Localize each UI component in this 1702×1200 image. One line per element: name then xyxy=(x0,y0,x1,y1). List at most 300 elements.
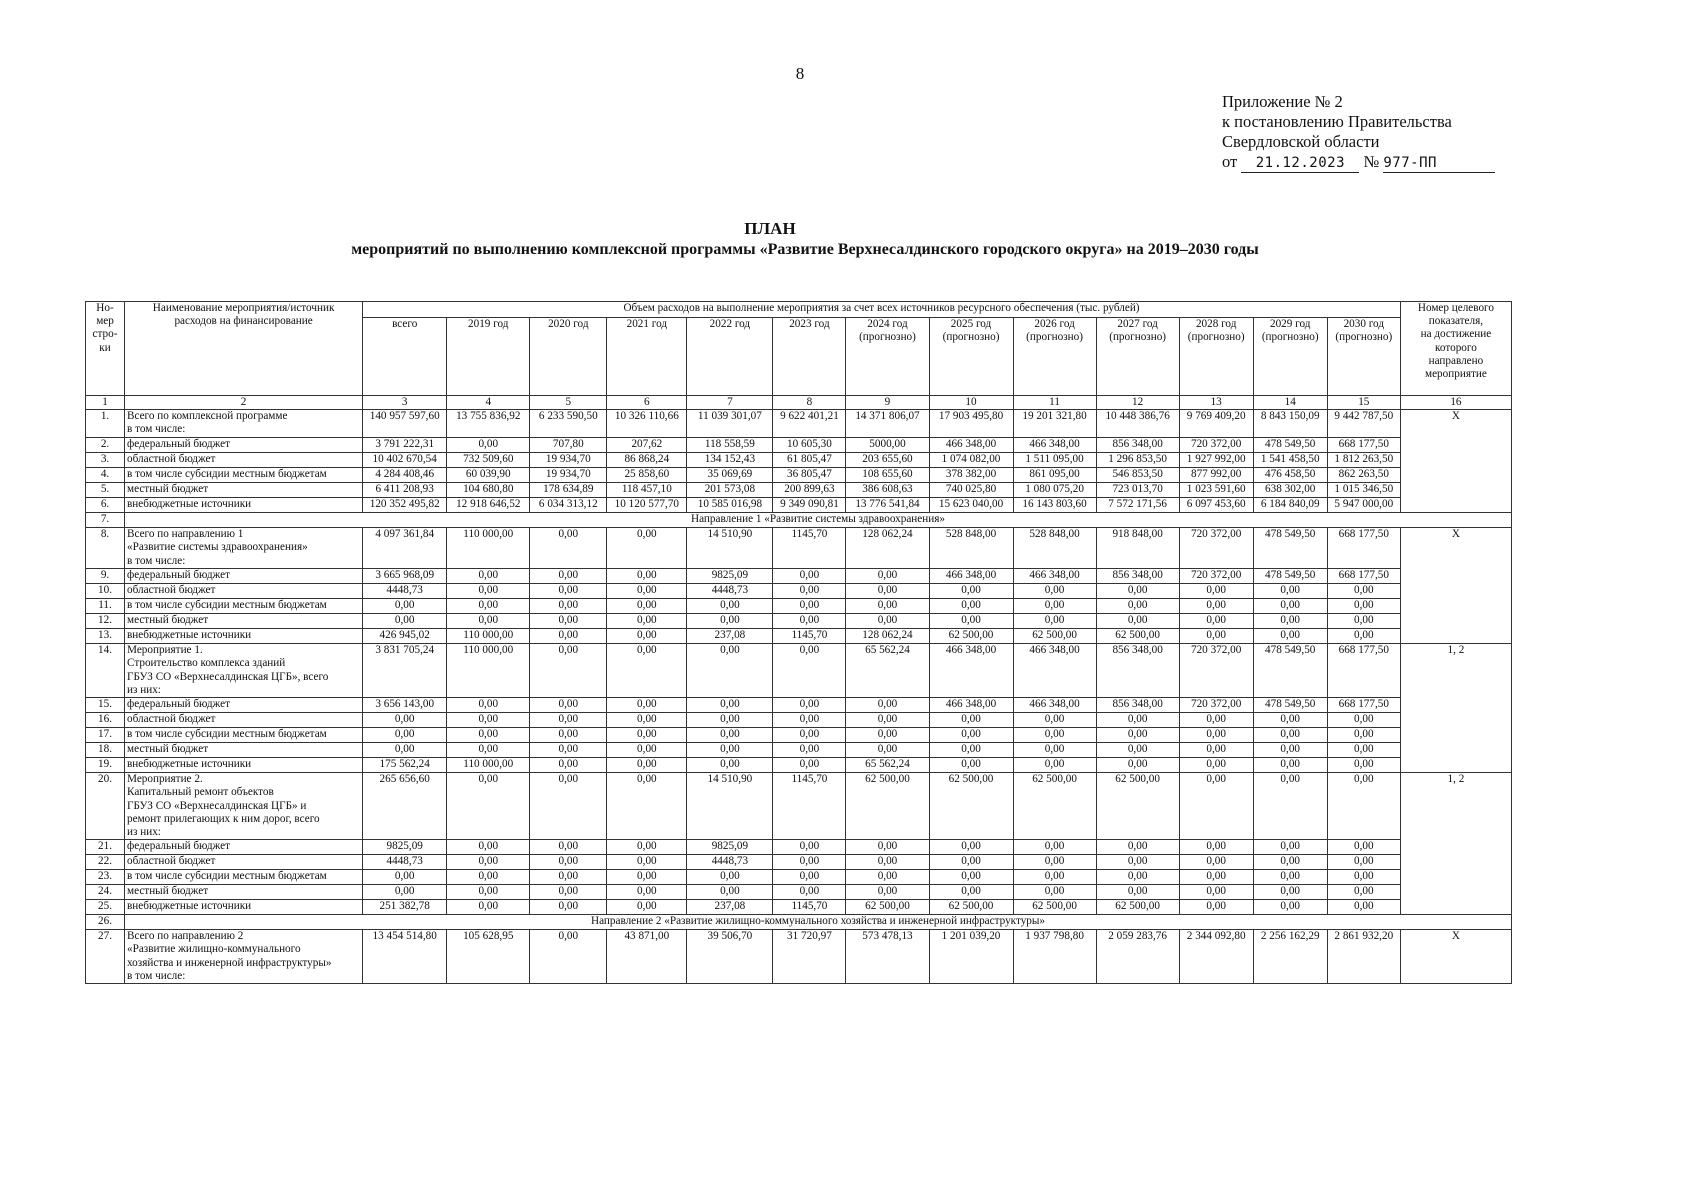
row-value: 0,00 xyxy=(773,870,846,885)
header-year: 2023 год xyxy=(773,318,846,396)
target-indicator: X xyxy=(1400,410,1511,513)
row-value: 861 095,00 xyxy=(1013,468,1096,483)
row-value: 0,00 xyxy=(1013,728,1096,743)
row-number: 7. xyxy=(86,513,125,528)
header-year: 2030 год (прогнозно) xyxy=(1327,318,1400,396)
row-value: 0,00 xyxy=(1013,713,1096,728)
table-row xyxy=(86,870,1512,885)
row-value: 546 853,50 xyxy=(1096,468,1179,483)
row-value: 0,00 xyxy=(1096,855,1179,870)
row-value: 1 080 075,20 xyxy=(1013,483,1096,498)
row-value: 0,00 xyxy=(607,855,687,870)
row-value: 0,00 xyxy=(363,614,447,629)
row-value: 237,08 xyxy=(687,629,773,644)
row-value: 0,00 xyxy=(530,528,607,569)
row-value: 0,00 xyxy=(773,698,846,713)
row-value: 1 296 853,50 xyxy=(1096,453,1179,468)
row-value: 0,00 xyxy=(1253,870,1327,885)
table-row xyxy=(86,743,1512,758)
row-value: 14 510,90 xyxy=(687,773,773,840)
row-value: 0,00 xyxy=(929,614,1013,629)
row-value: 0,00 xyxy=(363,713,447,728)
header-name: Наименование мероприятия/источник расходов на финансирование xyxy=(125,302,363,396)
row-value: 0,00 xyxy=(1253,713,1327,728)
row-value: 0,00 xyxy=(1253,900,1327,915)
row-value: 110 000,00 xyxy=(447,528,530,569)
header-target: Номер целевого показателя, на достижение которого направлено мероприятие xyxy=(1400,302,1511,396)
row-value: 0,00 xyxy=(1179,900,1253,915)
row-value: 0,00 xyxy=(846,855,929,870)
row-value: 9825,09 xyxy=(363,840,447,855)
table-body xyxy=(86,410,1512,984)
row-value: 178 634,89 xyxy=(530,483,607,498)
header-year: 2019 год xyxy=(447,318,530,396)
row-value: 7 572 171,56 xyxy=(1096,498,1179,513)
row-value: 0,00 xyxy=(1179,614,1253,629)
row-value: 11 039 301,07 xyxy=(687,410,773,438)
table-row xyxy=(86,584,1512,599)
row-value: 856 348,00 xyxy=(1096,644,1179,698)
row-value: 0,00 xyxy=(1013,885,1096,900)
decree-date: 21.12.2023 xyxy=(1241,155,1359,173)
row-value: 668 177,50 xyxy=(1327,438,1400,453)
row-value: 65 562,24 xyxy=(846,644,929,698)
table-row xyxy=(86,498,1512,513)
row-value: 62 500,00 xyxy=(929,629,1013,644)
row-value: 0,00 xyxy=(1327,758,1400,773)
row-value: 0,00 xyxy=(846,885,929,900)
row-name: областной бюджет xyxy=(125,855,363,870)
row-value: 2 861 932,20 xyxy=(1327,930,1400,984)
row-name: Всего по комплексной программе в том числе: xyxy=(125,410,363,438)
table-row xyxy=(86,528,1512,569)
row-value: 25 858,60 xyxy=(607,468,687,483)
row-value: 8 843 150,09 xyxy=(1253,410,1327,438)
row-value: 856 348,00 xyxy=(1096,438,1179,453)
row-value: 0,00 xyxy=(929,584,1013,599)
number-prefix: № xyxy=(1363,152,1380,171)
row-value: 0,00 xyxy=(929,758,1013,773)
row-number: 16. xyxy=(86,713,125,728)
table-row xyxy=(86,773,1512,840)
row-value: 720 372,00 xyxy=(1179,438,1253,453)
row-value: 13 776 541,84 xyxy=(846,498,929,513)
row-name: местный бюджет xyxy=(125,885,363,900)
row-value: 0,00 xyxy=(607,584,687,599)
row-value: 9825,09 xyxy=(687,840,773,855)
row-value: 466 348,00 xyxy=(1013,569,1096,584)
row-value: 862 263,50 xyxy=(1327,468,1400,483)
row-value: 0,00 xyxy=(1179,758,1253,773)
row-value: 10 326 110,66 xyxy=(607,410,687,438)
row-number: 10. xyxy=(86,584,125,599)
row-value: 36 805,47 xyxy=(773,468,846,483)
row-name: в том числе субсидии местным бюджетам xyxy=(125,599,363,614)
row-value: 0,00 xyxy=(773,569,846,584)
row-value: 6 034 313,12 xyxy=(530,498,607,513)
row-value: 6 097 453,60 xyxy=(1179,498,1253,513)
document-subtitle: мероприятий по выполнению комплексной программы «Развитие Верхнесалдинского городского округа» на 2019–2030 годы xyxy=(351,241,1259,258)
row-value: 466 348,00 xyxy=(929,438,1013,453)
table-row xyxy=(86,614,1512,629)
row-value: 108 655,60 xyxy=(846,468,929,483)
row-value: 0,00 xyxy=(687,644,773,698)
row-value: 0,00 xyxy=(447,599,530,614)
row-value: 740 025,80 xyxy=(929,483,1013,498)
row-number: 6. xyxy=(86,498,125,513)
row-value: 0,00 xyxy=(1013,855,1096,870)
row-value: 0,00 xyxy=(607,569,687,584)
row-value: 0,00 xyxy=(846,840,929,855)
row-number: 12. xyxy=(86,614,125,629)
row-value: 62 500,00 xyxy=(1096,773,1179,840)
row-value: 0,00 xyxy=(530,713,607,728)
row-value: 134 152,43 xyxy=(687,453,773,468)
row-number: 8. xyxy=(86,528,125,569)
row-value: 15 623 040,00 xyxy=(929,498,1013,513)
row-value: 0,00 xyxy=(447,713,530,728)
row-value: 0,00 xyxy=(1179,855,1253,870)
table-row xyxy=(86,728,1512,743)
row-value: 128 062,24 xyxy=(846,629,929,644)
row-value: 110 000,00 xyxy=(447,629,530,644)
row-value: 1145,70 xyxy=(773,528,846,569)
row-name: Мероприятие 1. Строительство комплекса зданий ГБУЗ СО «Верхнесалдинская ЦГБ», всего из них: xyxy=(125,644,363,698)
row-number: 3. xyxy=(86,453,125,468)
row-value: 0,00 xyxy=(687,728,773,743)
row-value: 0,00 xyxy=(530,584,607,599)
row-value: 0,00 xyxy=(773,758,846,773)
row-value: 3 665 968,09 xyxy=(363,569,447,584)
row-value: 0,00 xyxy=(773,728,846,743)
row-value: 0,00 xyxy=(1179,629,1253,644)
header-year: 2027 год (прогнозно) xyxy=(1096,318,1179,396)
table-header xyxy=(86,302,1512,410)
row-value: 31 720,97 xyxy=(773,930,846,984)
row-value: 0,00 xyxy=(929,713,1013,728)
row-value: 0,00 xyxy=(1096,840,1179,855)
row-value: 0,00 xyxy=(1013,743,1096,758)
header-year: 2021 год xyxy=(607,318,687,396)
row-value: 0,00 xyxy=(773,885,846,900)
row-value: 14 510,90 xyxy=(687,528,773,569)
row-value: 1 201 039,20 xyxy=(929,930,1013,984)
row-value: 0,00 xyxy=(607,698,687,713)
row-value: 0,00 xyxy=(1327,743,1400,758)
row-value: 478 549,50 xyxy=(1253,698,1327,713)
row-value: 104 680,80 xyxy=(447,483,530,498)
row-name: Мероприятие 2. Капитальный ремонт объектов ГБУЗ СО «Верхнесалдинская ЦГБ» и ремонт прилегающих к ним дорог, всего из них: xyxy=(125,773,363,840)
row-value: 5000,00 xyxy=(846,438,929,453)
header-year: 2026 год (прогнозно) xyxy=(1013,318,1096,396)
row-value: 0,00 xyxy=(1179,713,1253,728)
row-value: 0,00 xyxy=(1179,885,1253,900)
row-value: 466 348,00 xyxy=(929,644,1013,698)
column-number: 6 xyxy=(607,396,687,410)
row-value: 0,00 xyxy=(447,614,530,629)
row-value: 0,00 xyxy=(447,584,530,599)
row-value: 668 177,50 xyxy=(1327,528,1400,569)
header-year: 2020 год xyxy=(530,318,607,396)
row-value: 0,00 xyxy=(773,599,846,614)
header-volume: Объем расходов на выполнение мероприятия за счет всех источников ресурсного обеспечения (тыс. рублей) xyxy=(363,302,1401,318)
row-value: 10 585 016,98 xyxy=(687,498,773,513)
row-value: 0,00 xyxy=(607,870,687,885)
row-value: 0,00 xyxy=(607,728,687,743)
row-value: 110 000,00 xyxy=(447,758,530,773)
row-value: 10 448 386,76 xyxy=(1096,410,1179,438)
row-value: 0,00 xyxy=(530,900,607,915)
row-value: 6 411 208,93 xyxy=(363,483,447,498)
row-number: 20. xyxy=(86,773,125,840)
row-value: 0,00 xyxy=(1253,728,1327,743)
row-value: 0,00 xyxy=(530,728,607,743)
row-value: 0,00 xyxy=(363,743,447,758)
row-value: 0,00 xyxy=(773,644,846,698)
header-year: 2022 год xyxy=(687,318,773,396)
row-value: 0,00 xyxy=(929,870,1013,885)
row-value: 35 069,69 xyxy=(687,468,773,483)
row-value: 528 848,00 xyxy=(929,528,1013,569)
row-value: 62 500,00 xyxy=(1013,900,1096,915)
row-value: 478 549,50 xyxy=(1253,569,1327,584)
row-value: 2 059 283,76 xyxy=(1096,930,1179,984)
row-number: 18. xyxy=(86,743,125,758)
row-value: 0,00 xyxy=(929,599,1013,614)
row-value: 0,00 xyxy=(1179,840,1253,855)
row-value: 0,00 xyxy=(447,855,530,870)
row-value: 668 177,50 xyxy=(1327,698,1400,713)
row-value: 0,00 xyxy=(447,438,530,453)
row-number: 23. xyxy=(86,870,125,885)
row-value: 0,00 xyxy=(1179,773,1253,840)
row-value: 0,00 xyxy=(1096,599,1179,614)
row-name: в том числе субсидии местным бюджетам xyxy=(125,870,363,885)
row-value: 118 457,10 xyxy=(607,483,687,498)
appendix-line-2: к постановлению Правительства xyxy=(1222,112,1452,131)
row-value: 0,00 xyxy=(846,743,929,758)
row-value: 1 074 082,00 xyxy=(929,453,1013,468)
row-number: 4. xyxy=(86,468,125,483)
column-number: 14 xyxy=(1253,396,1327,410)
column-number: 3 xyxy=(363,396,447,410)
row-value: 0,00 xyxy=(687,698,773,713)
row-value: 1145,70 xyxy=(773,900,846,915)
row-value: 0,00 xyxy=(530,698,607,713)
row-value: 105 628,95 xyxy=(447,930,530,984)
row-value: 0,00 xyxy=(530,840,607,855)
appendix-line-3: Свердловской области xyxy=(1222,132,1380,151)
row-name: внебюджетные источники xyxy=(125,900,363,915)
row-name: Всего по направлению 1 «Развитие системы здравоохранения» в том числе: xyxy=(125,528,363,569)
row-value: 720 372,00 xyxy=(1179,698,1253,713)
row-value: 0,00 xyxy=(1013,614,1096,629)
row-value: 466 348,00 xyxy=(1013,438,1096,453)
row-value: 0,00 xyxy=(846,614,929,629)
row-value: 0,00 xyxy=(607,840,687,855)
column-number: 13 xyxy=(1179,396,1253,410)
row-value: 3 656 143,00 xyxy=(363,698,447,713)
row-value: 0,00 xyxy=(607,885,687,900)
row-number: 5. xyxy=(86,483,125,498)
row-value: 175 562,24 xyxy=(363,758,447,773)
row-value: 0,00 xyxy=(1327,900,1400,915)
column-number: 9 xyxy=(846,396,929,410)
table-row xyxy=(86,438,1512,453)
row-value: 0,00 xyxy=(1253,885,1327,900)
row-value: 2 344 092,80 xyxy=(1179,930,1253,984)
row-value: 140 957 597,60 xyxy=(363,410,447,438)
table-row xyxy=(86,453,1512,468)
row-value: 1 015 346,50 xyxy=(1327,483,1400,498)
header-year: 2025 год (прогнозно) xyxy=(929,318,1013,396)
row-value: 720 372,00 xyxy=(1179,528,1253,569)
row-value: 86 868,24 xyxy=(607,453,687,468)
row-value: 0,00 xyxy=(1327,885,1400,900)
row-value: 0,00 xyxy=(846,870,929,885)
row-name: областной бюджет xyxy=(125,453,363,468)
column-number: 5 xyxy=(530,396,607,410)
row-name: областной бюджет xyxy=(125,713,363,728)
row-value: 4 097 361,84 xyxy=(363,528,447,569)
row-value: 0,00 xyxy=(607,713,687,728)
row-name: местный бюджет xyxy=(125,743,363,758)
row-value: 61 805,47 xyxy=(773,453,846,468)
direction-title: Направление 1 «Развитие системы здравоохранения» xyxy=(125,513,1512,528)
header-year: всего xyxy=(363,318,447,396)
row-value: 120 352 495,82 xyxy=(363,498,447,513)
row-value: 0,00 xyxy=(363,728,447,743)
row-value: 0,00 xyxy=(1013,870,1096,885)
row-value: 10 120 577,70 xyxy=(607,498,687,513)
row-value: 0,00 xyxy=(607,599,687,614)
row-number: 27. xyxy=(86,930,125,984)
row-value: 0,00 xyxy=(447,728,530,743)
column-number: 8 xyxy=(773,396,846,410)
appendix-line-1: Приложение № 2 xyxy=(1222,92,1343,111)
row-value: 0,00 xyxy=(363,599,447,614)
appendix-block xyxy=(1222,92,1495,173)
row-value: 0,00 xyxy=(607,758,687,773)
row-value: 0,00 xyxy=(1253,758,1327,773)
target-indicator: X xyxy=(1400,930,1511,984)
page-number: 8 xyxy=(795,64,805,83)
row-value: 0,00 xyxy=(929,728,1013,743)
row-value: 0,00 xyxy=(929,885,1013,900)
row-value: 6 184 840,09 xyxy=(1253,498,1327,513)
row-value: 0,00 xyxy=(530,644,607,698)
row-value: 0,00 xyxy=(1096,728,1179,743)
row-value: 877 992,00 xyxy=(1179,468,1253,483)
row-value: 60 039,90 xyxy=(447,468,530,483)
row-value: 0,00 xyxy=(846,584,929,599)
row-value: 110 000,00 xyxy=(447,644,530,698)
row-value: 638 302,00 xyxy=(1253,483,1327,498)
row-value: 856 348,00 xyxy=(1096,698,1179,713)
row-value: 10 605,30 xyxy=(773,438,846,453)
row-value: 0,00 xyxy=(687,870,773,885)
row-value: 0,00 xyxy=(1327,728,1400,743)
row-value: 1 937 798,80 xyxy=(1013,930,1096,984)
row-number: 26. xyxy=(86,915,125,930)
row-number: 9. xyxy=(86,569,125,584)
row-value: 720 372,00 xyxy=(1179,569,1253,584)
row-value: 0,00 xyxy=(607,629,687,644)
row-value: 0,00 xyxy=(363,870,447,885)
table-row xyxy=(86,483,1512,498)
row-value: 0,00 xyxy=(530,569,607,584)
row-value: 0,00 xyxy=(929,840,1013,855)
row-value: 43 871,00 xyxy=(607,930,687,984)
row-value: 9 349 090,81 xyxy=(773,498,846,513)
row-value: 251 382,78 xyxy=(363,900,447,915)
row-value: 466 348,00 xyxy=(929,698,1013,713)
row-value: 478 549,50 xyxy=(1253,438,1327,453)
row-value: 0,00 xyxy=(773,584,846,599)
table-row xyxy=(86,644,1512,698)
row-value: 466 348,00 xyxy=(1013,644,1096,698)
row-value: 0,00 xyxy=(846,569,929,584)
row-name: в том числе субсидии местным бюджетам xyxy=(125,468,363,483)
row-value: 0,00 xyxy=(447,900,530,915)
row-value: 237,08 xyxy=(687,900,773,915)
column-number: 4 xyxy=(447,396,530,410)
column-number: 10 xyxy=(929,396,1013,410)
target-indicator: X xyxy=(1400,528,1511,644)
row-value: 19 934,70 xyxy=(530,453,607,468)
row-value: 3 791 222,31 xyxy=(363,438,447,453)
row-value: 0,00 xyxy=(530,629,607,644)
row-value: 6 233 590,50 xyxy=(530,410,607,438)
row-value: 0,00 xyxy=(1179,599,1253,614)
row-value: 528 848,00 xyxy=(1013,528,1096,569)
row-value: 0,00 xyxy=(1253,629,1327,644)
row-name: внебюджетные источники xyxy=(125,629,363,644)
row-number: 25. xyxy=(86,900,125,915)
row-value: 62 500,00 xyxy=(846,900,929,915)
row-value: 0,00 xyxy=(447,569,530,584)
row-value: 0,00 xyxy=(773,855,846,870)
row-value: 0,00 xyxy=(773,614,846,629)
row-value: 0,00 xyxy=(530,870,607,885)
row-value: 0,00 xyxy=(363,885,447,900)
row-value: 0,00 xyxy=(530,885,607,900)
table-row xyxy=(86,840,1512,855)
row-value: 203 655,60 xyxy=(846,453,929,468)
target-indicator: 1, 2 xyxy=(1400,644,1511,773)
decree-number: 977-ПП xyxy=(1383,155,1495,173)
table-row xyxy=(86,468,1512,483)
row-value: 1 511 095,00 xyxy=(1013,453,1096,468)
row-value: 0,00 xyxy=(607,743,687,758)
document-title: ПЛАН xyxy=(744,219,796,238)
row-value: 4448,73 xyxy=(687,855,773,870)
plan-table xyxy=(85,301,1512,984)
row-value: 0,00 xyxy=(1327,629,1400,644)
header-year: 2028 год (прогнозно) xyxy=(1179,318,1253,396)
row-value: 0,00 xyxy=(447,698,530,713)
row-value: 668 177,50 xyxy=(1327,569,1400,584)
row-value: 378 382,00 xyxy=(929,468,1013,483)
row-value: 0,00 xyxy=(447,870,530,885)
row-value: 0,00 xyxy=(1013,758,1096,773)
row-value: 0,00 xyxy=(530,855,607,870)
row-value: 466 348,00 xyxy=(1013,698,1096,713)
row-value: 0,00 xyxy=(1253,614,1327,629)
row-value: 200 899,63 xyxy=(773,483,846,498)
row-value: 0,00 xyxy=(447,840,530,855)
row-value: 19 934,70 xyxy=(530,468,607,483)
